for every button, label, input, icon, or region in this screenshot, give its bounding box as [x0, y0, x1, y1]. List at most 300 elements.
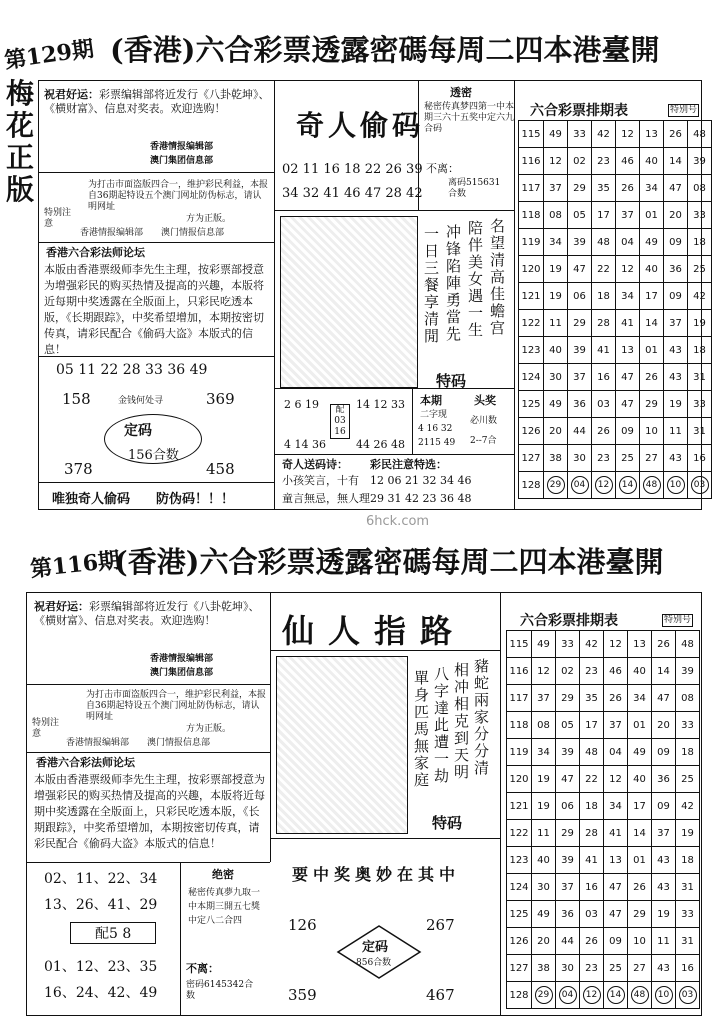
- schedule-number: 44: [568, 418, 592, 445]
- schedule-number: 02: [556, 658, 580, 685]
- schedule-number: 11: [652, 928, 676, 955]
- schedule-number: 03: [592, 391, 616, 418]
- schedule-number: [652, 982, 676, 1009]
- notice-sign1-b: 方为正版。: [186, 724, 232, 734]
- schedule-number: 19: [652, 901, 676, 928]
- schedule-number: 01: [628, 847, 652, 874]
- notice-label: 特别注意: [44, 208, 72, 229]
- schedule-number: 08: [544, 202, 568, 229]
- schedule-number: 05: [568, 202, 592, 229]
- schedule-number: 13: [604, 847, 628, 874]
- schedule-number: 47: [664, 175, 688, 202]
- schedule-number: 18: [676, 847, 700, 874]
- erzi-label: 二字现: [420, 410, 448, 420]
- schedule-number: 41: [580, 847, 604, 874]
- schedule-number: 25: [604, 955, 628, 982]
- schedule-period: 122: [507, 820, 532, 847]
- schedule-number: 25: [676, 766, 700, 793]
- schedule-number: [616, 472, 640, 499]
- title-top: (香港)六合彩票透露密碼每周二四本港臺開: [110, 33, 660, 67]
- buli-label: 不离：: [426, 162, 459, 175]
- schedule-number: 26: [640, 364, 664, 391]
- center-nums1: 02 11 16 18 22 26 39: [282, 162, 423, 177]
- schedule-number: 26: [628, 874, 652, 901]
- schedule-number: 11: [532, 820, 556, 847]
- secret-divider: [418, 80, 419, 210]
- poem-label: 奇人送码诗：: [282, 458, 348, 471]
- schedule-number: 43: [664, 337, 688, 364]
- schedule-number: 31: [676, 928, 700, 955]
- circled-number: 29: [547, 476, 565, 494]
- schedule-number: 03: [580, 901, 604, 928]
- caimin-nums1: 12 06 21 32 34 46: [370, 474, 472, 487]
- schedule-period: 124: [507, 874, 532, 901]
- schedule-period: 120: [507, 766, 532, 793]
- schedule-number: 33: [568, 121, 592, 148]
- schedule-number: 23: [592, 445, 616, 472]
- notice-text: 为打击市面盗版四合一，维护彩民利益，本报自36期起特设五个澳门网址防伪标志，请认明网址: [88, 180, 269, 212]
- schedule-row: [519, 391, 712, 418]
- schedule-number: 48: [580, 739, 604, 766]
- pei-b: 配5 8: [70, 922, 156, 944]
- schedule-row: [519, 202, 712, 229]
- ding-label: 定码: [124, 423, 152, 439]
- schedule-number: 28: [580, 820, 604, 847]
- schedule-number: 43: [664, 364, 688, 391]
- schedule-period: 115: [519, 121, 544, 148]
- notice-sign2: 香港情报编辑部 澳门情报信息部: [80, 228, 225, 238]
- circled-number: 04: [559, 986, 577, 1004]
- schedule-number: 20: [652, 712, 676, 739]
- col-divider-right-b: [500, 592, 501, 1016]
- lower-center-divider: [274, 388, 514, 389]
- schedule-row: [507, 631, 700, 658]
- greeting-bottom: [34, 600, 264, 628]
- issue-label-top: 第129期: [2, 35, 96, 75]
- schedule-number: [580, 982, 604, 1009]
- greeting-sign2-b: 澳门集团信息部: [150, 668, 214, 678]
- schedule-number: 39: [556, 847, 580, 874]
- schedule-number: 49: [640, 229, 664, 256]
- schedule-number: 34: [544, 229, 568, 256]
- schedule-number: 13: [628, 631, 652, 658]
- schedule-number: 18: [688, 229, 712, 256]
- schedule-period: 126: [519, 418, 544, 445]
- schedule-number: 46: [616, 148, 640, 175]
- secret-text: 秘密传真梦四第一中本期三六十五奖中定六九合码: [424, 102, 515, 134]
- pei-label: 配03 16: [330, 404, 350, 439]
- circled-number: 48: [631, 986, 649, 1004]
- schedule-period: 117: [507, 685, 532, 712]
- toujiang-label: 头奖: [474, 394, 496, 407]
- schedule-number: 37: [604, 712, 628, 739]
- circled-number: 14: [619, 476, 637, 494]
- schedule-number: 18: [580, 793, 604, 820]
- sched-title-bottom: 六合彩票排期表: [520, 613, 618, 629]
- schedule-number: 12: [544, 148, 568, 175]
- schedule-period: 118: [519, 202, 544, 229]
- schedule-row: [507, 847, 700, 874]
- schedule-period: 125: [519, 391, 544, 418]
- schedule-period: 128: [519, 472, 544, 499]
- schedule-number: 39: [556, 739, 580, 766]
- schedule-number: 26: [592, 418, 616, 445]
- nums2-b: 13、26、41、29: [44, 897, 158, 913]
- forum-text: 本版由香港票级师李先生主理，按彩票部授意为增强彩民的购买热情及提高的兴趣，本版将近每期中奖透露在全版面上，只彩民吃透本版，《长期跟踪》，中奖希望增加，本期按密切传真，请彩民配合《偷码大盗》本版式的信息！: [44, 263, 264, 356]
- schedule-number: 37: [652, 820, 676, 847]
- schedule-number: 40: [628, 766, 652, 793]
- schedule-number: 27: [628, 955, 652, 982]
- schedule-number: 26: [652, 631, 676, 658]
- schedule-number: 42: [580, 631, 604, 658]
- title-divider-b: [270, 650, 500, 651]
- schedule-number: 18: [676, 739, 700, 766]
- secret-title: 透密: [450, 86, 472, 99]
- num-tl: 158: [62, 390, 91, 408]
- schedule-number: 30: [532, 874, 556, 901]
- schedule-number: 49: [628, 739, 652, 766]
- greeting-title-b: 祝君好运：: [34, 600, 89, 613]
- schedule-number: 08: [688, 175, 712, 202]
- ding-value: 156合数: [128, 448, 179, 463]
- schedule-number: 46: [604, 658, 628, 685]
- schedule-number: [544, 472, 568, 499]
- schedule-number: 14: [664, 148, 688, 175]
- small-nums-c: 14 12 33: [356, 398, 405, 411]
- buli-text: 离码515631合数: [448, 178, 501, 199]
- arc-text: 金钱何处寻: [118, 396, 164, 406]
- schedule-number: [568, 472, 592, 499]
- schedule-number: 04: [616, 229, 640, 256]
- schedule-number: 34: [628, 685, 652, 712]
- center-nums2: 34 32 41 46 47 28 42: [282, 186, 423, 201]
- schedule-number: 09: [652, 739, 676, 766]
- schedule-number: 26: [580, 928, 604, 955]
- schedule-number: 01: [628, 712, 652, 739]
- schedule-period: 118: [507, 712, 532, 739]
- poem-col1-b: 豬蛇兩家分分清: [472, 658, 490, 777]
- circled-number: 12: [595, 476, 613, 494]
- schedule-number: 37: [616, 202, 640, 229]
- schedule-number: 30: [556, 955, 580, 982]
- schedule-number: 40: [628, 658, 652, 685]
- schedule-number: 26: [664, 121, 688, 148]
- schedule-number: 08: [532, 712, 556, 739]
- schedule-row: [519, 364, 712, 391]
- schedule-number: 19: [532, 766, 556, 793]
- poem-divider: [274, 454, 514, 455]
- schedule-number: 37: [556, 874, 580, 901]
- schedule-number: 48: [676, 631, 700, 658]
- greeting-sign2: 澳门集团信息部: [150, 156, 214, 166]
- special-code: 特码: [436, 372, 467, 390]
- schedule-number: 47: [604, 901, 628, 928]
- schedule-number: 16: [676, 955, 700, 982]
- toujiang-sub: 必川数: [470, 416, 498, 426]
- schedule-period: 121: [519, 283, 544, 310]
- notice-divider: [38, 172, 274, 173]
- schedule-number: 40: [640, 256, 664, 283]
- schedule-row-latest: [507, 982, 700, 1009]
- schedule-number: 12: [604, 766, 628, 793]
- schedule-number: 17: [592, 202, 616, 229]
- schedule-period: 123: [507, 847, 532, 874]
- poem-col3-b: 八字達此遭一劫: [432, 666, 450, 785]
- schedule-number: [556, 982, 580, 1009]
- schedule-number: [640, 472, 664, 499]
- schedule-period: 120: [519, 256, 544, 283]
- jue-text-b: 秘密传真夢九取一中本期三開五七獎中定八二合四: [188, 888, 261, 926]
- toujiang-range: 2--7合: [470, 436, 497, 446]
- schedule-number: 04: [604, 739, 628, 766]
- schedule-number: 33: [676, 712, 700, 739]
- buli-label-b: 不离：: [186, 962, 219, 975]
- schedule-number: [532, 982, 556, 1009]
- schedule-number: 43: [652, 955, 676, 982]
- schedule-row: [507, 712, 700, 739]
- schedule-number: 42: [592, 121, 616, 148]
- greeting-title: 祝君好运：: [44, 88, 99, 101]
- jue-title-b: 绝密: [212, 868, 234, 881]
- schedule-number: 34: [604, 793, 628, 820]
- schedule-number: 14: [628, 820, 652, 847]
- num-bl: 378: [64, 460, 93, 478]
- slogan-divider: [38, 482, 274, 483]
- nums1-b: 02、11、22、34: [44, 871, 158, 887]
- small-nums-d: 44 26 48: [356, 438, 405, 451]
- schedule-number: 25: [616, 445, 640, 472]
- schedule-number: 35: [580, 685, 604, 712]
- schedule-number: 29: [556, 685, 580, 712]
- schedule-number: 37: [664, 310, 688, 337]
- schedule-number: [676, 982, 700, 1009]
- schedule-period: 128: [507, 982, 532, 1009]
- schedule-number: 40: [640, 148, 664, 175]
- schedule-number: 17: [640, 283, 664, 310]
- schedule-number: 09: [664, 283, 688, 310]
- schedule-period: 123: [519, 337, 544, 364]
- benqi-label: 本期: [420, 394, 442, 407]
- schedule-number: 19: [664, 391, 688, 418]
- schedule-number: 30: [544, 364, 568, 391]
- schedule-number: 33: [688, 202, 712, 229]
- schedule-number: 29: [568, 175, 592, 202]
- schedule-row: [519, 256, 712, 283]
- side-brand: 梅花正版: [6, 77, 35, 206]
- circled-number: 48: [643, 476, 661, 494]
- special-code-b: 特码: [432, 814, 463, 832]
- schedule-row: [519, 418, 712, 445]
- schedule-number: 38: [544, 445, 568, 472]
- forum-title: 香港六合彩法师论坛: [46, 246, 145, 259]
- small-nums-a: 2 6 19: [284, 398, 319, 411]
- issue-label-bottom: 第116期: [29, 547, 122, 583]
- notice-sign1: 方为正版。: [186, 214, 232, 224]
- schedule-row: [519, 175, 712, 202]
- schedule-number: 17: [628, 793, 652, 820]
- schedule-number: 37: [544, 175, 568, 202]
- schedule-number: 41: [592, 337, 616, 364]
- schedule-period: 119: [519, 229, 544, 256]
- circled-number: 10: [655, 986, 673, 1004]
- greeting-sign1: 香港情报编辑部: [150, 142, 214, 152]
- schedule-table-bottom: [506, 630, 700, 1009]
- greeting-text: 彩票编辑部将近发行《八卦乾坤》、《横财富》、信息对奖表。欢迎选购！: [44, 88, 270, 115]
- schedule-row: [507, 874, 700, 901]
- schedule-number: 29: [556, 820, 580, 847]
- circled-number: 04: [571, 476, 589, 494]
- schedule-number: 49: [544, 391, 568, 418]
- schedule-period: 122: [519, 310, 544, 337]
- schedule-table-top: [518, 120, 712, 499]
- circled-number: 14: [607, 986, 625, 1004]
- erzi-nums: 4 16 32: [418, 424, 453, 434]
- sched-title-top: 六合彩票排期表: [530, 103, 628, 119]
- sched-tag-top: 特别号: [670, 105, 698, 115]
- schedule-number: 37: [532, 685, 556, 712]
- circled-number: 10: [667, 476, 685, 494]
- poem-col1: 名望清高佳蟾宫: [488, 218, 506, 337]
- schedule-number: 19: [688, 310, 712, 337]
- watermark: 6hck.com: [366, 514, 430, 529]
- schedule-number: 33: [688, 391, 712, 418]
- schedule-number: 39: [676, 658, 700, 685]
- col-divider-right: [514, 80, 515, 510]
- schedule-row: [507, 901, 700, 928]
- schedule-number: 10: [628, 928, 652, 955]
- rider-illustration: [276, 656, 408, 834]
- schedule-number: 40: [544, 337, 568, 364]
- circled-number: 29: [535, 986, 553, 1004]
- ding-value-b: 856合数: [356, 958, 392, 968]
- schedule-number: 41: [616, 310, 640, 337]
- schedule-number: 31: [688, 364, 712, 391]
- schedule-number: 14: [652, 658, 676, 685]
- schedule-number: 09: [604, 928, 628, 955]
- schedule-number: 06: [568, 283, 592, 310]
- center-title: 奇人偷码: [296, 109, 425, 142]
- schedule-number: 09: [664, 229, 688, 256]
- title-bottom: (香港)六合彩票透露密碼每周二四本港臺開: [114, 545, 664, 579]
- schedule-number: 43: [652, 874, 676, 901]
- schedule-number: 36: [568, 391, 592, 418]
- schedule-number: 34: [616, 283, 640, 310]
- forum-text-b: 本版由香港票级师李先生主理，按彩票部授意为增强彩民的购买热情及提高的兴趣，本版将近每期中奖透露在全版面上，只彩民吃透本版，《长期跟踪》，中奖希望增加，本期按密切传真，请彩民配合《偷码大盗》本版式的信息！: [34, 773, 265, 850]
- schedule-number: 13: [640, 121, 664, 148]
- schedule-number: 29: [628, 901, 652, 928]
- schedule-number: [628, 982, 652, 1009]
- schedule-period: 121: [507, 793, 532, 820]
- schedule-row: [507, 685, 700, 712]
- schedule-number: 49: [544, 121, 568, 148]
- schedule-number: 20: [544, 418, 568, 445]
- schedule-number: 12: [604, 631, 628, 658]
- schedule-number: 12: [616, 121, 640, 148]
- schedule-row: [507, 928, 700, 955]
- num-tr: 369: [206, 390, 235, 408]
- schedule-number: 49: [532, 631, 556, 658]
- schedule-number: 22: [592, 256, 616, 283]
- schedule-row: [519, 337, 712, 364]
- slogan: 唯独奇人偷码 防伪码！！！: [52, 492, 235, 507]
- schedule-number: 01: [640, 337, 664, 364]
- schedule-number: 01: [640, 202, 664, 229]
- schedule-number: 16: [580, 874, 604, 901]
- center-mid-divider: [274, 210, 514, 211]
- schedule-number: 47: [616, 391, 640, 418]
- schedule-number: 18: [688, 337, 712, 364]
- schedule-number: 19: [676, 820, 700, 847]
- num-bl-b: 359: [288, 986, 317, 1004]
- schedule-period: 124: [519, 364, 544, 391]
- circled-number: 03: [679, 986, 697, 1004]
- schedule-number: [592, 472, 616, 499]
- nums-divider: [38, 356, 274, 357]
- notice-sign2-b: 香港情报编辑部 澳门情报信息部: [66, 738, 211, 748]
- schedule-number: 19: [544, 283, 568, 310]
- greeting-sign1-b: 香港情报编辑部: [150, 654, 214, 664]
- schedule-number: 16: [688, 445, 712, 472]
- schedule-number: 37: [568, 364, 592, 391]
- greeting-text-b: 彩票编辑部将近发行《八卦乾坤》、《横财富》、信息对奖表。欢迎选购！: [34, 600, 260, 627]
- schedule-number: 10: [640, 418, 664, 445]
- schedule-number: [604, 982, 628, 1009]
- schedule-row: [507, 658, 700, 685]
- col-divider-left-b: [270, 592, 271, 862]
- caimin-nums2: 29 31 42 23 36 48: [370, 492, 472, 505]
- greeting-top: [44, 88, 272, 116]
- schedule-number: 39: [688, 148, 712, 175]
- schedule-number: 44: [556, 928, 580, 955]
- schedule-number: 23: [592, 148, 616, 175]
- schedule-period: 115: [507, 631, 532, 658]
- schedule-number: 33: [676, 901, 700, 928]
- poem-col4: 一日三餐享清閒: [422, 226, 440, 345]
- schedule-period: 127: [507, 955, 532, 982]
- buli-text-b: 密码6145342合数: [186, 980, 254, 1001]
- schedule-number: 19: [532, 793, 556, 820]
- poem-col3: 冲锋陷陣勇當先: [444, 224, 462, 343]
- schedule-number: 47: [568, 256, 592, 283]
- schedule-row: [519, 310, 712, 337]
- schedule-number: 31: [676, 874, 700, 901]
- schedule-number: 31: [688, 418, 712, 445]
- schedule-number: 09: [616, 418, 640, 445]
- schedule-number: 30: [568, 445, 592, 472]
- schedule-number: [664, 472, 688, 499]
- erzi-nums2: 2115 49: [418, 438, 456, 448]
- schedule-period: 116: [519, 148, 544, 175]
- schedule-number: 29: [640, 391, 664, 418]
- schedule-number: 26: [604, 685, 628, 712]
- schedule-number: 41: [604, 820, 628, 847]
- schedule-number: 23: [580, 658, 604, 685]
- schedule-number: 42: [688, 283, 712, 310]
- nums3-b: 01、12、23、35: [44, 959, 158, 975]
- schedule-number: 28: [592, 310, 616, 337]
- schedule-period: 116: [507, 658, 532, 685]
- schedule-number: 19: [544, 256, 568, 283]
- jue-divider-b: [180, 862, 181, 1016]
- caimin-label: 彩民注意特选：: [370, 458, 447, 471]
- schedule-number: 39: [568, 337, 592, 364]
- schedule-number: 23: [580, 955, 604, 982]
- schedule-number: 06: [556, 793, 580, 820]
- poem-col2-b: 相冲相克到天明: [452, 662, 470, 781]
- schedule-number: 12: [532, 658, 556, 685]
- num-br: 458: [206, 460, 235, 478]
- ding-label-b: 定码: [362, 940, 389, 955]
